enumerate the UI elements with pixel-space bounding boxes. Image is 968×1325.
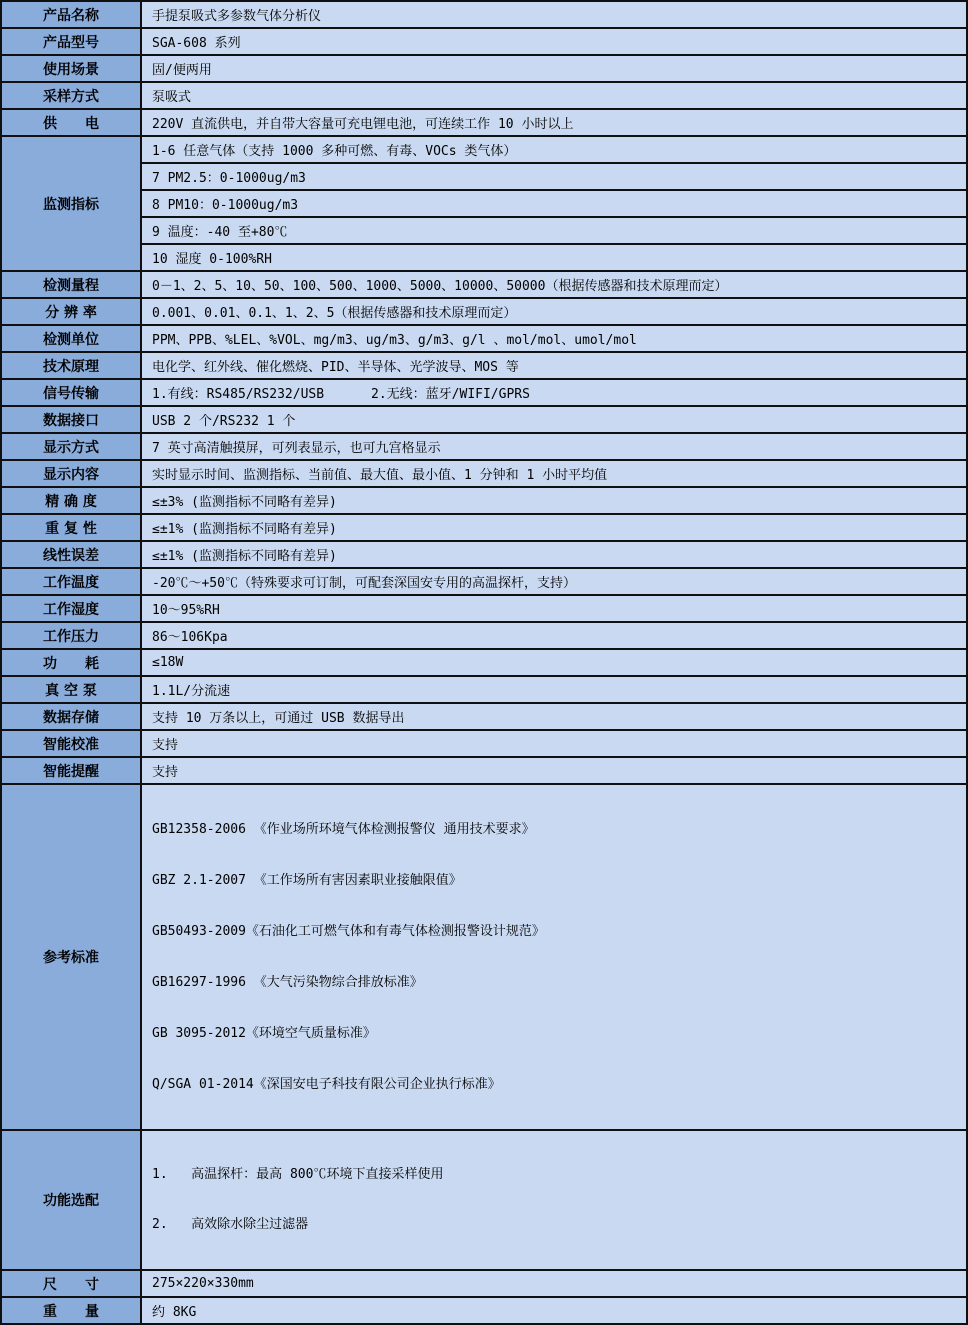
spec-label-repeatability: 重 复 性: [1, 514, 141, 541]
spec-value-monitor-item: 7 PM2.5：0-1000ug/m3: [141, 163, 967, 190]
spec-label-accuracy: 精 确 度: [1, 487, 141, 514]
table-row: [1, 1270, 967, 1297]
spec-label-work-temp: 工作温度: [1, 568, 141, 595]
spec-value-optional-features: [141, 1130, 967, 1270]
spec-label-smart-calibration: 智能校准: [1, 730, 141, 757]
table-row: [1, 109, 967, 136]
spec-label-work-pressure: 工作压力: [1, 622, 141, 649]
spec-label-monitor-indicators: 监测指标: [1, 136, 141, 271]
table-row: [1, 163, 967, 190]
table-row: [1, 730, 967, 757]
spec-value-linearity: ≤±1% (监测指标不同略有差异): [141, 541, 967, 568]
spec-label-signal: 信号传输: [1, 379, 141, 406]
spec-value-smart-reminder: 支持: [141, 757, 967, 784]
spec-label-optional-features: 功能选配: [1, 1130, 141, 1270]
spec-value-display-content: 实时显示时间、监测指标、当前值、最大值、最小值、1 分钟和 1 小时平均值: [141, 460, 967, 487]
table-row: [1, 757, 967, 784]
spec-label-weight: 重 量: [1, 1297, 141, 1324]
standard-line: GBZ 2.1-2007 《工作场所有害因素职业接触限值》: [152, 873, 462, 888]
option-line: 1. 高温探杆：最高 800℃环境下直接采样使用: [152, 1167, 444, 1182]
table-row: [1, 784, 967, 1130]
spec-value-usage-scene: 固/便两用: [141, 55, 967, 82]
table-row: [1, 28, 967, 55]
spec-label-work-humidity: 工作湿度: [1, 595, 141, 622]
spec-label-power-consumption: 功 耗: [1, 649, 141, 676]
spec-label-vacuum-pump: 真 空 泵: [1, 676, 141, 703]
spec-value-vacuum-pump: 1.1L/分流速: [141, 676, 967, 703]
table-row: [1, 217, 967, 244]
spec-value-sampling: 泵吸式: [141, 82, 967, 109]
table-row: [1, 298, 967, 325]
spec-value-resolution: 0.001、0.01、0.1、1、2、5（根据传感器和技术原理而定）: [141, 298, 967, 325]
table-row: [1, 82, 967, 109]
spec-value-range: 0－1、2、5、10、50、100、500、1000、5000、10000、50000（根据传感器和技术原理而定）: [141, 271, 967, 298]
standard-line: GB 3095-2012《环境空气质量标准》: [152, 1026, 376, 1041]
table-row: [1, 649, 967, 676]
spec-value-signal: 1.有线：RS485/RS232/USB 2.无线：蓝牙/WIFI/GPRS: [141, 379, 967, 406]
table-row: [1, 541, 967, 568]
spec-label-model: 产品型号: [1, 28, 141, 55]
standard-line: GB50493-2009《石油化工可燃气体和有毒气体检测报警设计规范》: [152, 924, 545, 939]
table-row: [1, 352, 967, 379]
spec-value-work-humidity: 10～95%RH: [141, 595, 967, 622]
spec-label-smart-reminder: 智能提醒: [1, 757, 141, 784]
table-row: [1, 55, 967, 82]
table-row: [1, 271, 967, 298]
table-row: [1, 1130, 967, 1270]
spec-value-data-ports: USB 2 个/RS232 1 个: [141, 406, 967, 433]
spec-value-data-storage: 支持 10 万条以上，可通过 USB 数据导出: [141, 703, 967, 730]
table-row: [1, 433, 967, 460]
spec-value-accuracy: ≤±3% (监测指标不同略有差异): [141, 487, 967, 514]
spec-label-linearity: 线性误差: [1, 541, 141, 568]
table-row: [1, 460, 967, 487]
spec-value-repeatability: ≤±1% (监测指标不同略有差异): [141, 514, 967, 541]
table-row: [1, 676, 967, 703]
option-line: 2. 高效除水除尘过滤器: [152, 1217, 309, 1232]
spec-value-product-name: 手提泵吸式多参数气体分析仪: [141, 1, 967, 28]
spec-value-smart-calibration: 支持: [141, 730, 967, 757]
spec-label-usage-scene: 使用场景: [1, 55, 141, 82]
spec-label-range: 检测量程: [1, 271, 141, 298]
spec-value-model: SGA-608 系列: [141, 28, 967, 55]
spec-value-power-consumption: ≤18W: [141, 649, 967, 676]
table-row: [1, 406, 967, 433]
table-row: [1, 514, 967, 541]
table-row: [1, 379, 967, 406]
spec-label-principle: 技术原理: [1, 352, 141, 379]
table-row: [1, 136, 967, 163]
spec-value-work-temp: -20℃～+50℃（特殊要求可订制，可配套深国安专用的高温探杆，支持）: [141, 568, 967, 595]
spec-value-reference-standards: [141, 784, 967, 1130]
standard-line: GB12358-2006 《作业场所环境气体检测报警仪 通用技术要求》: [152, 822, 535, 837]
spec-value-display-mode: 7 英寸高清触摸屏，可列表显示，也可九宫格显示: [141, 433, 967, 460]
standard-line: GB16297-1996 《大气污染物综合排放标准》: [152, 975, 423, 990]
table-row: [1, 568, 967, 595]
spec-label-power: 供 电: [1, 109, 141, 136]
spec-label-display-mode: 显示方式: [1, 433, 141, 460]
table-row: [1, 244, 967, 271]
spec-value-principle: 电化学、红外线、催化燃烧、PID、半导体、光学波导、MOS 等: [141, 352, 967, 379]
spec-label-reference-standards: 参考标准: [1, 784, 141, 1130]
table-row: [1, 325, 967, 352]
spec-label-display-content: 显示内容: [1, 460, 141, 487]
spec-value-monitor-item: 8 PM10：0-1000ug/m3: [141, 190, 967, 217]
table-row: [1, 622, 967, 649]
table-row: [1, 190, 967, 217]
spec-value-units: PPM、PPB、%LEL、%VOL、mg/m3、ug/m3、g/m3、g/l 、mol/mol、umol/mol: [141, 325, 967, 352]
spec-value-monitor-item: 10 湿度 0-100%RH: [141, 244, 967, 271]
spec-value-monitor-item: 1-6 任意气体（支持 1000 多种可燃、有毒、VOCs 类气体）: [141, 136, 967, 163]
spec-label-product-name: 产品名称: [1, 1, 141, 28]
table-row: [1, 595, 967, 622]
spec-value-weight: 约 8KG: [141, 1297, 967, 1324]
spec-label-dimensions: 尺 寸: [1, 1270, 141, 1297]
standard-line: Q/SGA 01-2014《深国安电子科技有限公司企业执行标准》: [152, 1077, 501, 1092]
table-row: [1, 1297, 967, 1324]
spec-label-units: 检测单位: [1, 325, 141, 352]
spec-label-resolution: 分 辨 率: [1, 298, 141, 325]
spec-label-data-storage: 数据存储: [1, 703, 141, 730]
spec-value-work-pressure: 86～106Kpa: [141, 622, 967, 649]
spec-value-dimensions: 275×220×330mm: [141, 1270, 967, 1297]
table-row: [1, 487, 967, 514]
spec-value-power: 220V 直流供电，并自带大容量可充电锂电池，可连续工作 10 小时以上: [141, 109, 967, 136]
spec-label-data-ports: 数据接口: [1, 406, 141, 433]
spec-value-monitor-item: 9 温度：-40 至+80℃: [141, 217, 967, 244]
table-row: [1, 1, 967, 28]
spec-label-sampling: 采样方式: [1, 82, 141, 109]
table-row: [1, 703, 967, 730]
